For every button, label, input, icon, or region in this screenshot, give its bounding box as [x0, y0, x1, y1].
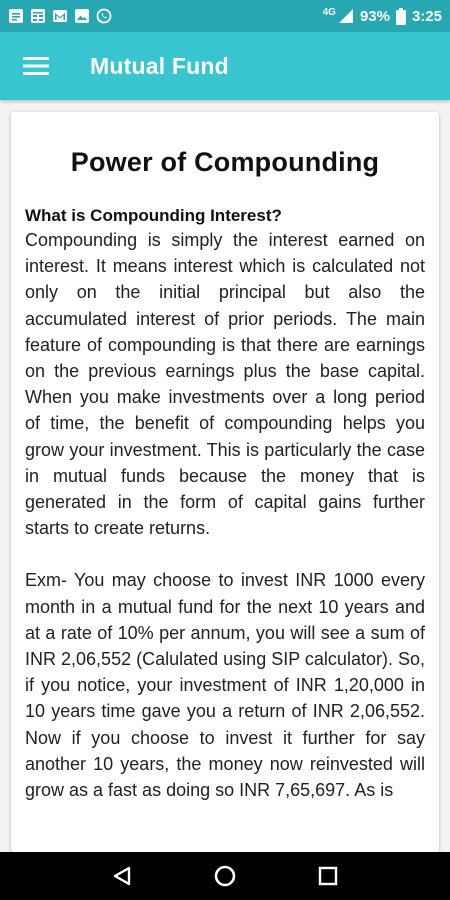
home-button[interactable]: [205, 856, 245, 896]
battery-percentage: 93%: [359, 7, 390, 25]
article-paragraph-example: Exm- You may choose to invest INR 1000 every month in a mutual fund for the next 10 years and at a rate of 10% per annum, you will see a sum of INR 2,06,552 (Calulated using SIP calculator). So, if you notice, your investment of INR 1,20,000 in 10 years time gave you a return of INR 2,06,552. Now if you choose to invest it further for say another 10 years, the money now reinvested will grow as a fast as doing so INR 7,65,697. As is: [25, 570, 425, 801]
article-title: Power of Compounding: [70, 147, 380, 177]
whatsapp-icon: [96, 8, 112, 24]
section-heading: What is Compounding Interest?: [25, 206, 282, 225]
back-icon: [111, 865, 133, 887]
hamburger-menu-icon: [23, 56, 49, 76]
recents-button[interactable]: [308, 856, 348, 896]
clock-time: 3:25: [411, 7, 442, 25]
calendar-icon: [30, 8, 46, 24]
app-bar: [0, 32, 450, 100]
signal-icon: [338, 8, 354, 24]
message-icon: [8, 8, 24, 24]
app-title: Mutual Fund: [90, 52, 229, 79]
image-icon: [74, 8, 90, 24]
recents-icon: [318, 866, 338, 886]
back-button[interactable]: [102, 856, 142, 896]
network-type-label: 4G: [322, 6, 336, 18]
article-card[interactable]: [11, 112, 439, 852]
status-bar: [0, 0, 450, 32]
gmail-icon: [52, 8, 68, 24]
system-nav-bar: [0, 852, 450, 900]
system-status: [323, 8, 442, 25]
battery-icon: [396, 8, 406, 25]
notification-icons: [8, 8, 112, 24]
home-icon: [213, 864, 237, 888]
hamburger-menu-button[interactable]: [0, 32, 72, 100]
article-paragraph-definition: Compounding is simply the interest earned on interest. It means interest which is calculated not only on the initial principal but also the accumulated interest of prior periods. The main feature of compounding is that there are earnings on the previous earnings plus the base capital. When you make investments over a long period of time, the benefit of compounding helps you grow your investment. This is particularly the case in mutual funds because the money that is generated in the form of capital gains further starts to create returns.: [25, 230, 425, 539]
